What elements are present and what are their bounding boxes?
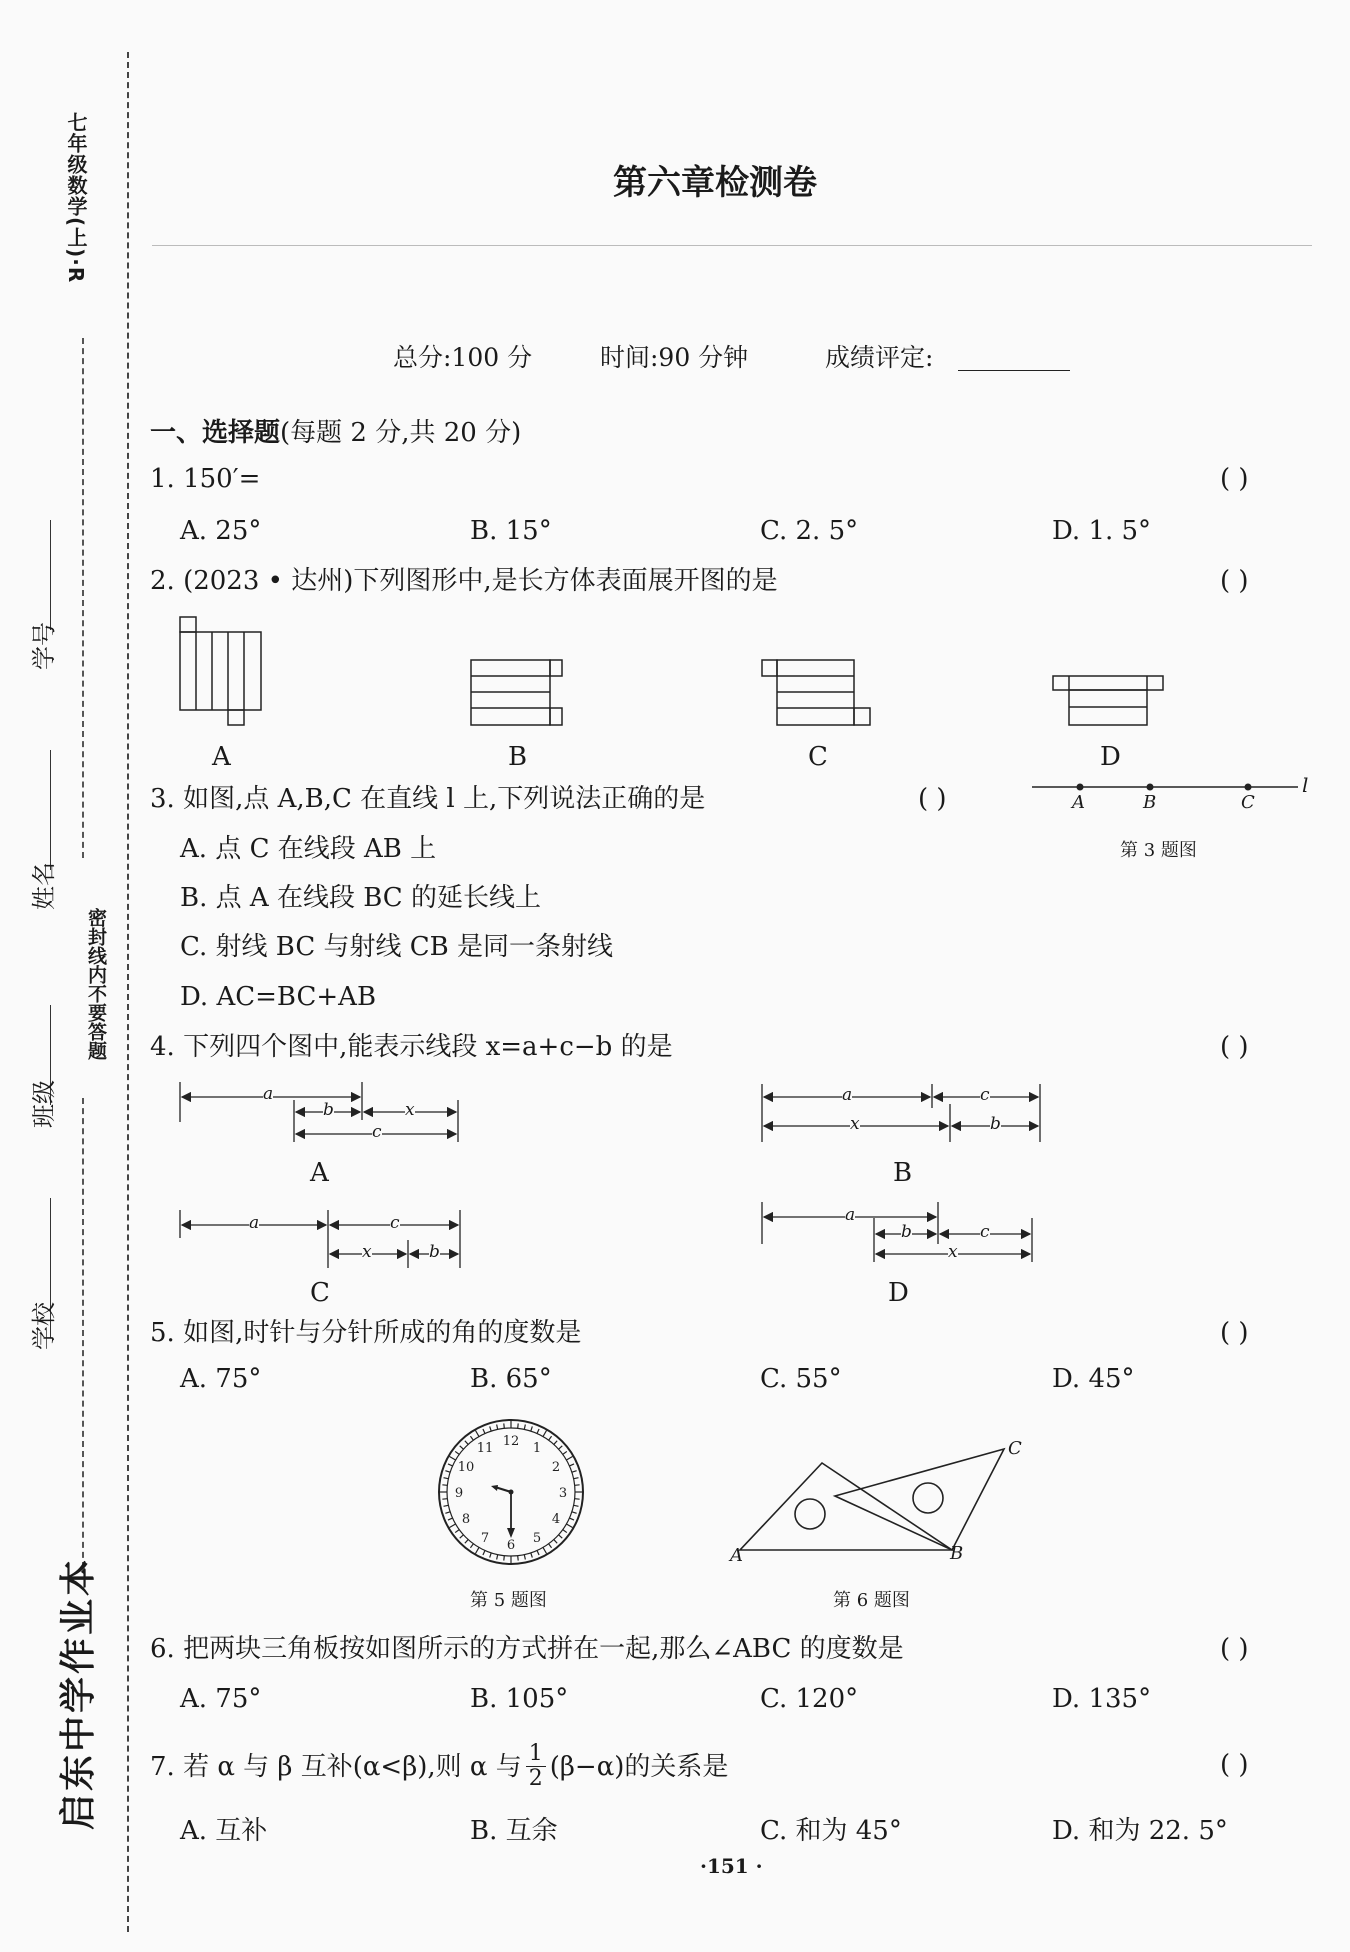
student-name-label: 姓名 xyxy=(30,862,58,910)
q1-option-b[interactable]: B. 15° xyxy=(470,516,552,546)
q4d-seg-c: c xyxy=(980,1222,990,1242)
q4-answer-blank[interactable]: ( ) xyxy=(1220,1032,1249,1062)
q3-option-b[interactable]: B. 点 A 在线段 BC 的延长线上 xyxy=(180,883,541,913)
q4b-seg-a: a xyxy=(842,1085,853,1105)
q2-stem: 2. (2023 • 达州)下列图形中,是长方体表面展开图的是 xyxy=(150,566,778,596)
q1-option-d[interactable]: D. 1. 5° xyxy=(1052,516,1152,546)
q5-option-d[interactable]: D. 45° xyxy=(1052,1364,1135,1394)
q7-option-b[interactable]: B. 互余 xyxy=(470,1816,558,1846)
q3-fig-caption: 第 3 题图 xyxy=(1120,840,1197,861)
q7-stem xyxy=(150,1742,728,1791)
clock-number: 12 xyxy=(502,1434,520,1449)
clock-number: 6 xyxy=(506,1538,516,1553)
grade-label: 成绩评定: xyxy=(825,343,934,372)
q4b-seg-x: x xyxy=(850,1114,860,1134)
q7-stem-pre: 7. 若 α 与 β 互补(α<β),则 α 与 xyxy=(150,1751,522,1782)
section-note: (每题 2 分,共 20 分) xyxy=(280,418,522,448)
margin-top-label: 七年级数学(上)·R xyxy=(64,112,88,284)
q2-label-c[interactable]: C xyxy=(808,742,828,772)
q4a-seg-x: x xyxy=(405,1100,415,1120)
q4d-seg-a: a xyxy=(845,1205,856,1225)
q5-answer-blank[interactable]: ( ) xyxy=(1220,1318,1249,1348)
q7-option-d[interactable]: D. 和为 22. 5° xyxy=(1052,1816,1228,1846)
q2-answer-blank[interactable]: ( ) xyxy=(1220,566,1249,596)
clock-number: 9 xyxy=(454,1486,464,1501)
q3-answer-blank[interactable]: ( ) xyxy=(918,784,947,814)
q6-option-a[interactable]: A. 75° xyxy=(180,1684,262,1714)
q7-option-a[interactable]: A. 互补 xyxy=(180,1816,268,1846)
q3-stem: 3. 如图,点 A,B,C 在直线 l 上,下列说法正确的是 xyxy=(150,784,706,814)
clock-number: 4 xyxy=(551,1512,561,1527)
section-title-text: 一、选择题 xyxy=(150,418,281,448)
q4b-seg-c: c xyxy=(980,1085,990,1105)
q7-fraction xyxy=(526,1742,546,1791)
q1-stem: 1. 150′= xyxy=(150,464,261,494)
q3-point-a: A xyxy=(1072,792,1085,813)
q4b-seg-b: b xyxy=(990,1114,1001,1134)
school-label: 学校 xyxy=(30,1302,58,1350)
q5-option-b[interactable]: B. 65° xyxy=(470,1364,552,1394)
q4-label-c[interactable]: C xyxy=(310,1278,330,1308)
q5-option-a[interactable]: A. 75° xyxy=(180,1364,262,1394)
q3-point-b: B xyxy=(1143,792,1157,813)
q4d-seg-x: x xyxy=(948,1242,958,1262)
q7-option-c[interactable]: C. 和为 45° xyxy=(760,1816,902,1846)
q6-point-a: A xyxy=(730,1545,743,1566)
page-number: ·151 · xyxy=(700,1854,763,1878)
q6-point-c: C xyxy=(1008,1438,1022,1459)
q4a-seg-a: a xyxy=(263,1084,274,1104)
q4c-seg-c: c xyxy=(390,1213,400,1233)
q2-label-d[interactable]: D xyxy=(1100,742,1121,772)
clock-number: 7 xyxy=(480,1531,490,1547)
q5-option-c[interactable]: C. 55° xyxy=(760,1364,842,1394)
q1-option-c[interactable]: C. 2. 5° xyxy=(760,516,859,546)
q4c-seg-b: b xyxy=(429,1242,440,1262)
clock-number: 2 xyxy=(551,1460,561,1475)
q5-fig-caption: 第 5 题图 xyxy=(470,1590,547,1611)
q3-option-c[interactable]: C. 射线 BC 与射线 CB 是同一条射线 xyxy=(180,932,614,962)
brand-label: 启东中学作业本 xyxy=(58,1556,99,1830)
q1-answer-blank[interactable]: ( ) xyxy=(1220,464,1249,494)
seal-notice: 密封线内不要答题 xyxy=(85,908,107,1060)
q4-label-a[interactable]: A xyxy=(310,1158,329,1188)
clock-number: 11 xyxy=(476,1440,494,1456)
q3-line-label: l xyxy=(1302,773,1309,797)
q2-label-b[interactable]: B xyxy=(508,742,528,772)
q3-point-c: C xyxy=(1241,792,1255,813)
q6-point-b: B xyxy=(950,1543,964,1564)
q4a-seg-c: c xyxy=(372,1122,382,1142)
q6-answer-blank[interactable]: ( ) xyxy=(1220,1634,1249,1664)
q6-option-d[interactable]: D. 135° xyxy=(1052,1684,1152,1714)
clock-number: 1 xyxy=(532,1440,542,1456)
total-score: 总分:100 分 xyxy=(393,343,533,372)
q7-answer-blank[interactable]: ( ) xyxy=(1220,1750,1249,1780)
q6-stem: 6. 把两块三角板按如图所示的方式拼在一起,那么∠ABC 的度数是 xyxy=(150,1634,904,1664)
clock-number: 10 xyxy=(457,1460,475,1475)
q4-label-b[interactable]: B xyxy=(893,1158,913,1188)
q6-option-b[interactable]: B. 105° xyxy=(470,1684,569,1714)
page-title: 第六章检测卷 xyxy=(613,163,817,203)
q1-option-a[interactable]: A. 25° xyxy=(180,516,262,546)
time-limit: 时间:90 分钟 xyxy=(600,343,749,372)
q5-stem: 5. 如图,时针与分针所成的角的度数是 xyxy=(150,1318,582,1348)
class-label: 班级 xyxy=(30,1080,58,1128)
q4c-seg-x: x xyxy=(362,1242,372,1262)
q6-fig-caption: 第 6 题图 xyxy=(833,1590,910,1611)
clock-number: 5 xyxy=(532,1531,542,1547)
q4c-seg-a: a xyxy=(249,1213,260,1233)
q7-frac-num: 1 xyxy=(526,1742,546,1767)
q3-option-d[interactable]: D. AC=BC+AB xyxy=(180,982,377,1012)
q4-label-d[interactable]: D xyxy=(888,1278,909,1308)
q6-option-c[interactable]: C. 120° xyxy=(760,1684,859,1714)
student-id-label: 学号 xyxy=(30,622,58,670)
q7-stem-post: (β−α)的关系是 xyxy=(549,1751,729,1782)
q4a-seg-b: b xyxy=(323,1100,334,1120)
q3-option-a[interactable]: A. 点 C 在线段 AB 上 xyxy=(180,834,437,864)
clock-number: 3 xyxy=(558,1486,568,1501)
q4d-seg-b: b xyxy=(901,1222,912,1242)
q4-stem: 4. 下列四个图中,能表示线段 x=a+c−b 的是 xyxy=(150,1032,673,1062)
q2-label-a[interactable]: A xyxy=(212,742,231,772)
clock-number: 8 xyxy=(461,1512,471,1527)
q7-frac-den: 2 xyxy=(528,1766,543,1792)
